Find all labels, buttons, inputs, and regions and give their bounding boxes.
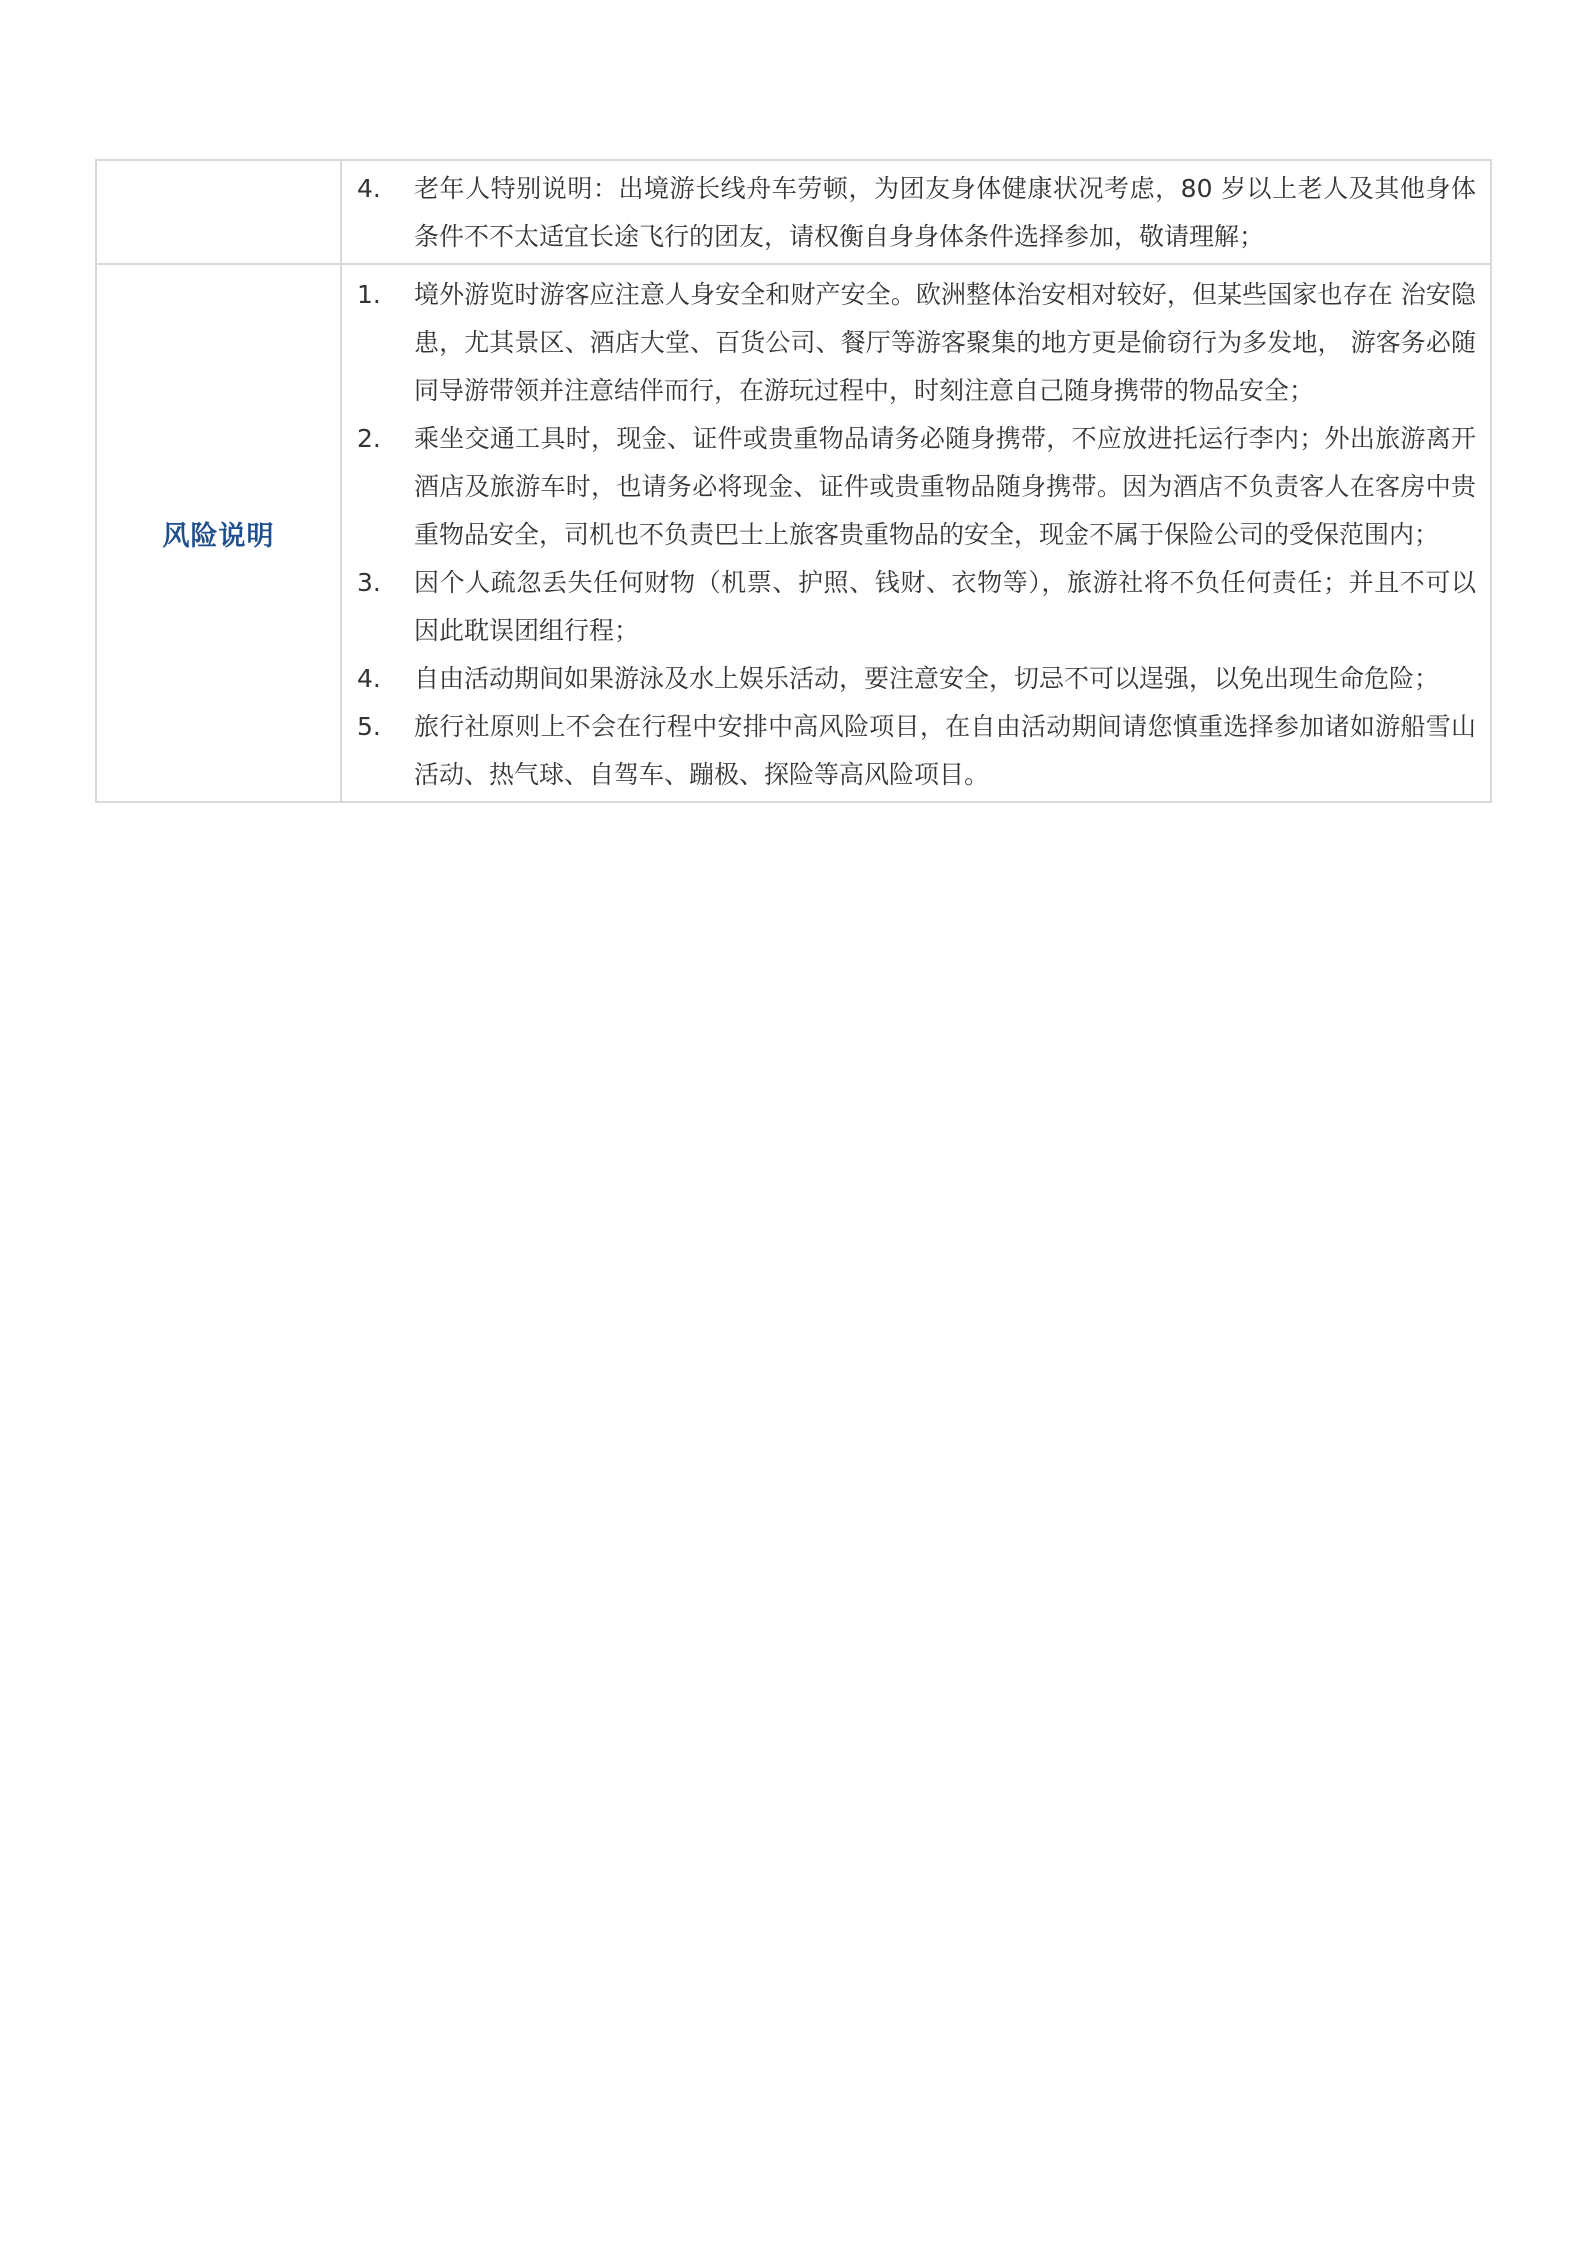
list-item bbox=[342, 559, 1476, 655]
list-item bbox=[342, 655, 1476, 703]
table-row bbox=[96, 160, 1491, 264]
item-text: 旅行社原则上不会在行程中安排中高风险项目，在自由活动期间请您慎重选择参加诸如游船雪山活动、热气球、自驾车、蹦极、探险等高风险项目。 bbox=[414, 712, 1476, 789]
list-item bbox=[342, 703, 1476, 799]
row-content-cell bbox=[341, 160, 1491, 264]
risk-notes-label: 风险说明 bbox=[162, 520, 275, 552]
item-text: 自由活动期间如果游泳及水上娱乐活动，要注意安全，切忌不可以逞强，以免出现生命危险； bbox=[414, 664, 1440, 693]
numbered-list bbox=[342, 165, 1476, 261]
numbered-list bbox=[342, 271, 1476, 799]
list-item bbox=[342, 415, 1476, 559]
item-number: 2. bbox=[357, 424, 381, 453]
list-item bbox=[342, 165, 1476, 261]
row-label-cell bbox=[96, 160, 341, 264]
item-number: 4. bbox=[357, 664, 381, 693]
item-number: 3. bbox=[357, 568, 381, 597]
item-number: 1. bbox=[357, 280, 381, 309]
row-content-cell bbox=[341, 264, 1491, 802]
item-text: 乘坐交通工具时，现金、证件或贵重物品请务必随身携带，不应放进托运行李内；外出旅游离开酒店及旅游车时，也请务必将现金、证件或贵重物品随身携带。因为酒店不负责客人在客房中贵重物品安全，司机也不负责巴士上旅客贵重物品的安全，现金不属于保险公司的受保范围内； bbox=[414, 424, 1476, 549]
item-number: 5. bbox=[357, 712, 381, 741]
item-text: 境外游览时游客应注意人身安全和财产安全。欧洲整体治安相对较好，但某些国家也存在 治安隐患，尤其景区、酒店大堂、百货公司、餐厅等游客聚集的地方更是偷窃行为多发地， 游客务必随同导游带领并注意结伴而行，在游玩过程中，时刻注意自己随身携带的物品安全； bbox=[414, 280, 1476, 405]
row-label-cell bbox=[96, 264, 341, 802]
item-text: 因个人疏忽丢失任何财物（机票、护照、钱财、衣物等），旅游社将不负任何责任；并且不可以因此耽误团组行程； bbox=[414, 568, 1476, 645]
notes-table bbox=[95, 159, 1492, 803]
table-row bbox=[96, 264, 1491, 802]
item-text: 老年人特别说明：出境游长线舟车劳顿，为团友身体健康状况考虑，80 岁以上老人及其他身体条件不不太适宜长途飞行的团友，请权衡自身身体条件选择参加，敬请理解； bbox=[414, 174, 1476, 251]
item-number: 4. bbox=[357, 174, 381, 203]
list-item bbox=[342, 271, 1476, 415]
